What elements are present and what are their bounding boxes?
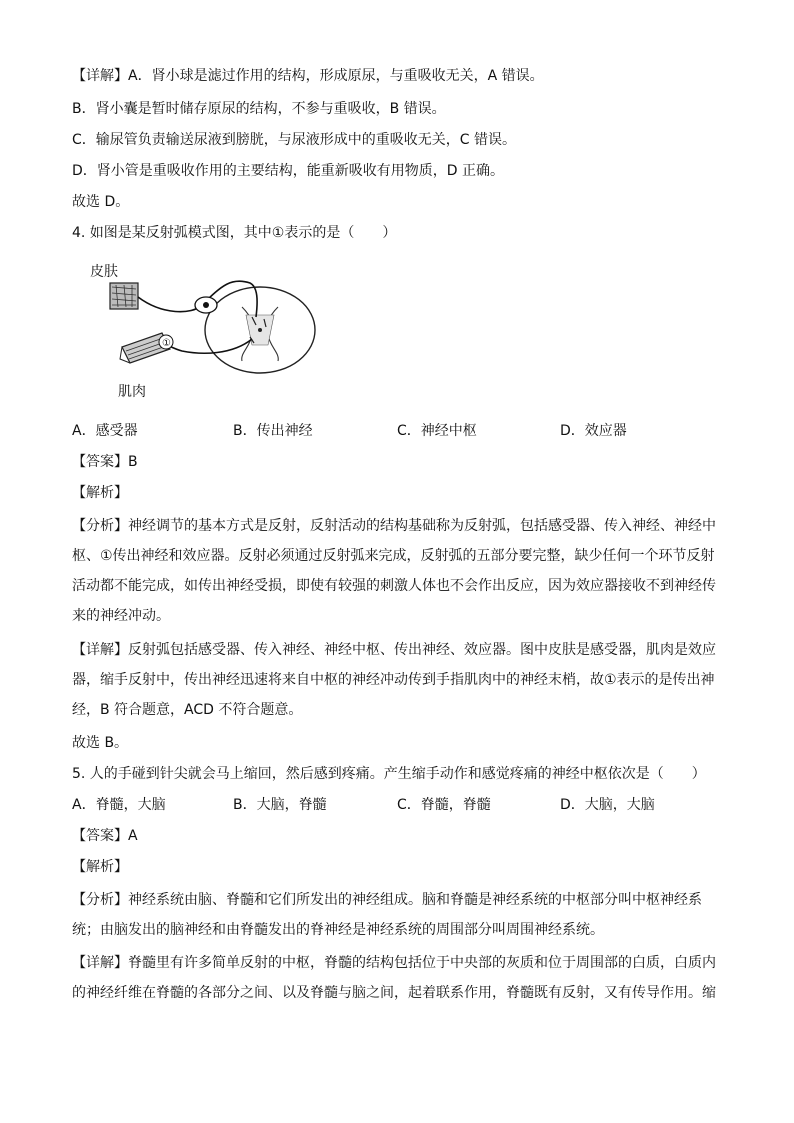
spinal-cord — [205, 287, 315, 373]
marker-1: ① — [162, 338, 171, 349]
detail-a: 【详解】A．肾小球是滤过作用的结构，形成原尿，与重吸收无关，A 错误。 — [72, 68, 544, 84]
q4-xiangjie-line-1: 【详解】反射弧包括感受器、传入神经、神经中枢、传出神经、效应器。图中皮肤是感受器，肌肉是效应 — [72, 642, 716, 658]
conclusion-q3: 故选 D。 — [72, 194, 130, 210]
q4-option-d: D．效应器 — [560, 423, 627, 439]
q4-fenxi-line-3: 活动都不能完成，如传出神经受损，即使有较强的刺激人体也不会作出反应，因为效应器接收不到神经传 — [72, 578, 716, 594]
q4-xiangjie-line-2: 器，缩手反射中，传出神经迅速将来自中枢的神经冲动传到手指肌肉中的神经末梢，故①表示的是传出神 — [72, 672, 715, 688]
reflex-arc-diagram — [82, 255, 332, 380]
q5-analysis-heading: 【解析】 — [72, 859, 128, 875]
q5-fenxi-line-1: 【分析】神经系统由脑、脊髓和它们所发出的神经组成。脑和脊髓是神经系统的中枢部分叫中枢神经系 — [72, 892, 702, 908]
reflex-arc-figure — [82, 255, 332, 405]
q4-conclusion: 故选 B。 — [72, 735, 129, 751]
label-skin: 皮肤 — [90, 264, 118, 280]
q5-option-b: B．大脑，脊髓 — [233, 797, 327, 813]
q4-analysis-heading: 【解析】 — [72, 485, 128, 501]
q4-answer: 【答案】B — [72, 454, 138, 470]
q5-answer: 【答案】A — [72, 828, 138, 844]
q4-option-b: B．传出神经 — [233, 423, 313, 439]
q4-fenxi-line-2: 枢、①传出神经和效应器。反射必须通过反射弧来完成，反射弧的五部分要完整，缺少任何一个环节反射 — [72, 548, 715, 564]
detail-b: B．肾小囊是暂时储存原尿的结构，不参与重吸收，B 错误。 — [72, 101, 446, 117]
q5-fenxi-line-2: 统；由脑发出的脑神经和由脊髓发出的脊神经是神经系统的周围部分叫周围神经系统。 — [72, 922, 604, 938]
detail-d: D．肾小管是重吸收作用的主要结构，能重新吸收有用物质，D 正确。 — [72, 163, 505, 179]
q5-option-c: C．脊髓，脊髓 — [397, 797, 491, 813]
q4-xiangjie-line-3: 经，B 符合题意，ACD 不符合题意。 — [72, 702, 303, 718]
q5-option-d: D．大脑，大脑 — [560, 797, 655, 813]
question-4: 4. 如图是某反射弧模式图，其中①表示的是（ ） — [72, 225, 397, 241]
detail-c: C．输尿管负责输送尿液到膀胱，与尿液形成中的重吸收无关，C 错误。 — [72, 132, 516, 148]
q5-option-a: A．脊髓，大脑 — [72, 797, 166, 813]
q4-option-c: C．神经中枢 — [397, 423, 477, 439]
q4-fenxi-line-1: 【分析】神经调节的基本方式是反射，反射活动的结构基础称为反射弧，包括感受器、传入神经、神经中 — [72, 518, 716, 534]
q4-option-a: A．感受器 — [72, 423, 138, 439]
q5-xiangjie-line-2: 的神经纤维在脊髓的各部分之间、以及脊髓与脑之间，起着联系作用，脊髓既有反射，又有传导作用。缩 — [72, 985, 716, 1001]
q4-fenxi-line-4: 来的神经冲动。 — [72, 608, 170, 624]
q5-xiangjie-line-1: 【详解】脊髓里有许多简单反射的中枢，脊髓的结构包括位于中央部的灰质和位于周围部的白质，白质内 — [72, 955, 716, 971]
label-muscle: 肌肉 — [118, 384, 146, 400]
skin-receptor — [110, 283, 138, 309]
question-5: 5. 人的手碰到针尖就会马上缩回，然后感到疼痛。产生缩手动作和感觉疼痛的神经中枢依次是（ ） — [72, 766, 706, 782]
